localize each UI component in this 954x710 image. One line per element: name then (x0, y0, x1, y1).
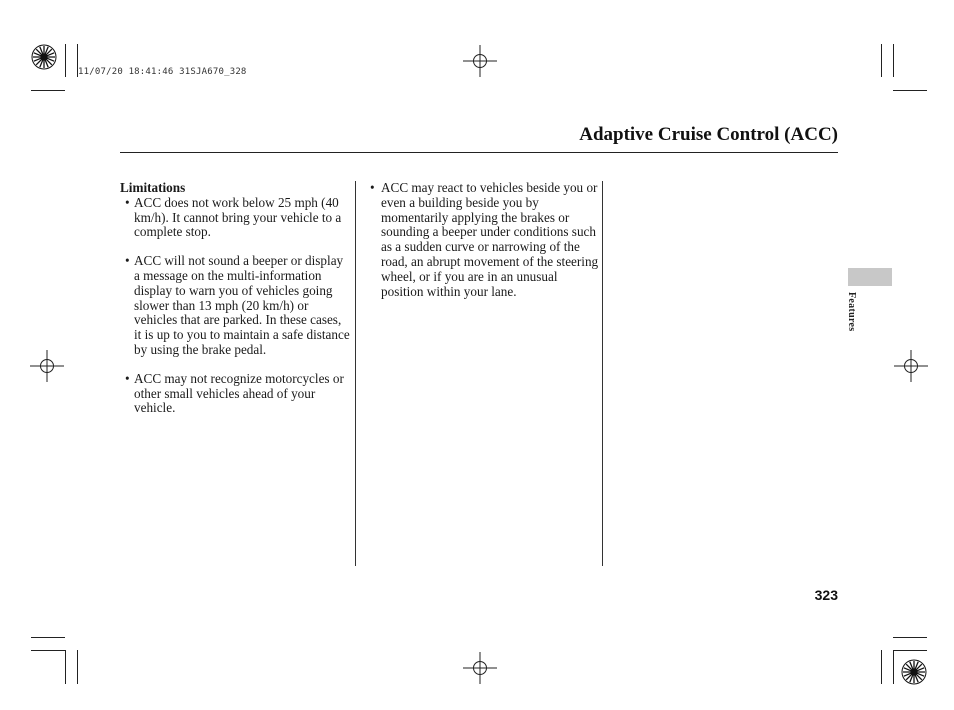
limitations-heading: Limitations (120, 180, 186, 195)
list-item (120, 254, 350, 358)
content-column-2 (367, 181, 599, 299)
crop-mark (893, 650, 894, 684)
bullet-text: ACC may not recognize motorcycles or other small vehicles ahead of your vehicle. (134, 370, 344, 416)
crop-mark (893, 650, 927, 651)
crosshair-registration-icon (30, 350, 64, 382)
section-tab (848, 268, 892, 286)
page-title: Adaptive Cruise Control (ACC) (579, 124, 838, 145)
bullet-glyph: • (370, 180, 375, 195)
crop-mark (893, 44, 894, 77)
crosshair-registration-icon (463, 652, 497, 684)
bullet-text: ACC may react to vehicles beside you or even a building beside you by momentarily applying the brakes or sounding a beeper under conditions such as a sudden curve or narrowing of the road, an abrupt movement of the steering wheel, or if you are in an unusual position within your lane. (381, 180, 599, 299)
list-item (120, 196, 350, 240)
sunburst-registration-icon (900, 658, 928, 686)
list-item (367, 181, 599, 299)
column-divider (355, 181, 356, 566)
column-divider (602, 181, 603, 566)
crop-mark (893, 637, 927, 638)
crop-mark (893, 90, 927, 91)
crop-mark (31, 650, 65, 651)
bullet-text: ACC will not sound a beeper or display a message on the multi-information display to warn you of vehicles going slower than 13 mph (20 km/h) or vehicles that are parked. In these cases, it is up to you to maintain a safe distance by using the brake pedal. (134, 253, 350, 357)
list-item (120, 372, 350, 416)
sunburst-registration-icon (30, 43, 58, 71)
crop-mark (31, 90, 65, 91)
crop-mark (77, 650, 78, 684)
header-rule (120, 152, 838, 153)
page-number: 323 (814, 587, 838, 603)
crop-mark (65, 44, 66, 77)
section-label: Features (846, 292, 857, 332)
crop-mark (881, 44, 882, 77)
bullet-text: ACC does not work below 25 mph (40 km/h). It cannot bring your vehicle to a complete stop. (134, 194, 342, 240)
bullet-glyph: • (125, 253, 130, 269)
crosshair-registration-icon (894, 350, 928, 382)
print-timestamp: 11/07/20 18:41:46 31SJA670_328 (78, 67, 247, 77)
bullet-glyph: • (125, 370, 130, 386)
crop-mark (881, 650, 882, 684)
bullet-glyph: • (125, 194, 130, 210)
crosshair-registration-icon (463, 45, 497, 77)
content-column-1 (120, 181, 350, 416)
crop-mark (65, 650, 66, 684)
crop-mark (31, 637, 65, 638)
